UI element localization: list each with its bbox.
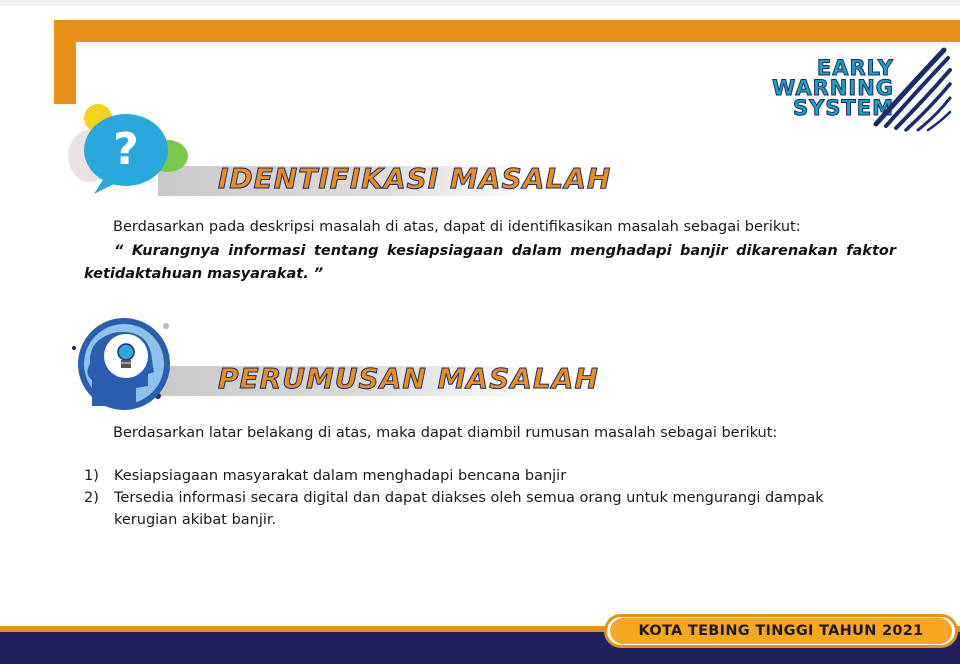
- early-warning-system-logo: [752, 44, 952, 134]
- question-bubble-icon: [64, 104, 194, 198]
- section2-title: PERUMUSAN MASALAH: [218, 362, 599, 395]
- section1-quote: “ Kurangnya informasi tentang kesiapsiagaan dalam menghadapi banjir dikarenakan faktor ketidaktahuan masyarakat. ”: [84, 243, 896, 282]
- signal-waves-icon: [872, 44, 952, 134]
- list-item-number: 1): [84, 468, 99, 484]
- list-item: [84, 487, 864, 531]
- logo-line-early: EARLY: [816, 56, 894, 80]
- section1-title: IDENTIFIKASI MASALAH: [218, 162, 612, 195]
- section2-list: [84, 465, 864, 531]
- list-item: [84, 465, 864, 487]
- list-item-text: Kesiapsiagaan masyarakat dalam menghadapi bencana banjir: [114, 468, 567, 484]
- list-item-text: Tersedia informasi secara digital dan dapat diakses oleh semua orang untuk mengurangi dampak kerugian akibat banjir.: [114, 490, 824, 528]
- logo-line-warning: WARNING: [772, 76, 894, 100]
- svg-text:?: ?: [113, 124, 139, 175]
- lightbulb-head-icon: [70, 316, 180, 416]
- logo-line-system: SYSTEM: [792, 96, 894, 120]
- top-strip: [0, 0, 960, 6]
- list-item-number: 2): [84, 490, 99, 506]
- footer-label: KOTA TEBING TINGGI TAHUN 2021: [610, 618, 952, 644]
- section2-intro: Berdasarkan latar belakang di atas, maka dapat diambil rumusan masalah sebagai berikut:: [113, 425, 778, 441]
- orange-frame-top: [54, 20, 960, 42]
- section1-intro: Berdasarkan pada deskripsi masalah di atas, dapat di identifikasikan masalah sebagai berikut:: [113, 219, 801, 235]
- orange-frame-left: [54, 20, 76, 104]
